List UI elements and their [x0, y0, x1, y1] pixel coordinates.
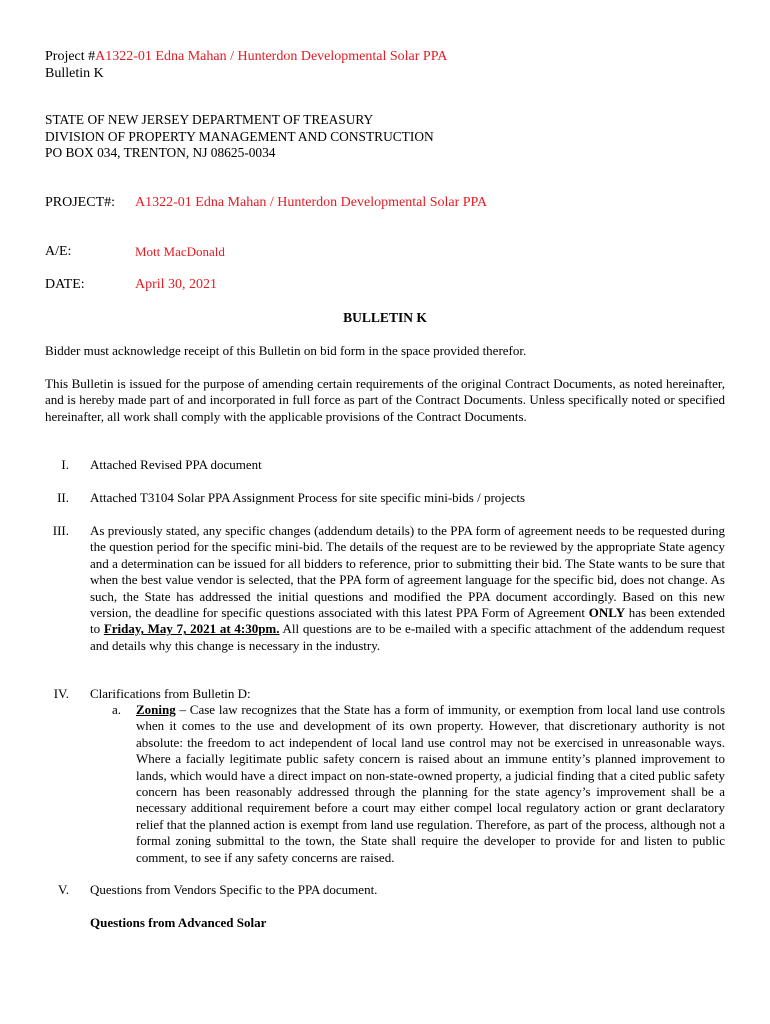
agency-line-2: DIVISION OF PROPERTY MANAGEMENT AND CONSTRUCTION	[45, 128, 434, 144]
sub-item-letter: a.	[112, 702, 122, 717]
project-label: PROJECT#:	[45, 195, 116, 210]
item-number: II.	[57, 490, 69, 505]
item-number: V.	[58, 882, 69, 897]
ae-value: Mott MacDonald	[135, 244, 225, 259]
deadline-emphasis: Friday, May 7, 2021 at 4:30pm.	[103, 621, 280, 637]
agency-address-block	[45, 112, 434, 162]
item-text: Attached T3104 Solar PPA Assignment Process for site specific mini-bids / projects	[90, 490, 526, 505]
item-text-part: As previously stated, any specific changes (addendum details) to the PPA form of agreement needs to be requested during the question period for the specific mini-bid. The details of the request are to be reviewed by the appropriate State agency and a determination can be issued for all bidders to reference, prior to submitting their bid. The State wants to be sure that when the best value vendor is selected, that the PPA form of agreement language for the specific bid, does not change. As such, the State has addressed the initial questions and modified the PPA document accordingly. Based on this new version, the deadline for specific questions associated with this latest PPA Form of Agreement	[90, 523, 725, 621]
item-number: I.	[61, 457, 69, 472]
sub-item-text	[136, 702, 725, 866]
zoning-description: – Case law recognizes that the State has a form of immunity, or exemption from local land use controls when it comes to the use and development of its own property. However, that discretionary authority is not absolute: the freedom to act independent of local land use control may not be exercised in unreasonable ways. Where a facially legitimate public safety concern is raised about an immune entity’s planned improvement to lands, which would have a direct impact on non-state-owned property, a judicial finding that a cited public safety concern has been reasonably addressed through the planning for the state agency’s improvement shall be a necessary additional requirement before a court may either compel local regulatory action or grant declaratory relief that the planned action is exempt from land use regulation. Therefore, as part of the process, although not a formal zoning submittal to the town, the State shall require the developer to provide for and listen to public comment, to see if any safety concerns are raised.	[136, 702, 725, 865]
project-value: A1322-01 Edna Mahan / Hunterdon Developmental Solar PPA	[135, 195, 488, 210]
item-text: Clarifications from Bulletin D:	[90, 686, 251, 701]
item-text: Attached Revised PPA document	[90, 457, 262, 472]
header-bulletin: Bulletin K	[45, 66, 104, 81]
agency-line-3: PO BOX 034, TRENTON, NJ 08625-0034	[45, 145, 276, 160]
bulletin-title: BULLETIN K	[343, 310, 427, 325]
only-emphasis: ONLY	[588, 605, 626, 621]
header-project-prefix: Project #	[45, 49, 96, 64]
date-value: April 30, 2021	[135, 277, 218, 292]
ae-label: A/E:	[45, 244, 72, 259]
purpose-paragraph: This Bulletin is issued for the purpose of amending certain requirements of the original Contract Documents, as noted hereinafter, and is hereby made part of and incorporated in full force as part of the Contract Documents. Unless specifically noted or specified hereinafter, all work shall comply with the applicable provisions of the Contract Documents.	[45, 376, 725, 424]
item-number: IV.	[53, 686, 69, 701]
item-text: Questions from Vendors Specific to the PPA document.	[90, 882, 378, 897]
zoning-term: Zoning	[136, 702, 176, 717]
item-number: III.	[52, 523, 69, 538]
questions-heading: Questions from Advanced Solar	[90, 915, 267, 930]
agency-line-1: STATE OF NEW JERSEY DEPARTMENT OF TREASURY	[45, 112, 374, 127]
item-text-part: All questions are to be e-mailed with a specific attachment of the addendum request and details why this change is necessary in the industry.	[90, 621, 725, 653]
date-label: DATE:	[45, 277, 85, 292]
item-text	[90, 523, 725, 654]
acknowledge-paragraph: Bidder must acknowledge receipt of this Bulletin on bid form in the space provided therefor.	[45, 343, 527, 358]
header-project-name: A1322-01 Edna Mahan / Hunterdon Developmental Solar PPA	[95, 49, 448, 64]
item-text-part: has been extended to	[90, 605, 725, 637]
header-project-line	[45, 48, 447, 65]
